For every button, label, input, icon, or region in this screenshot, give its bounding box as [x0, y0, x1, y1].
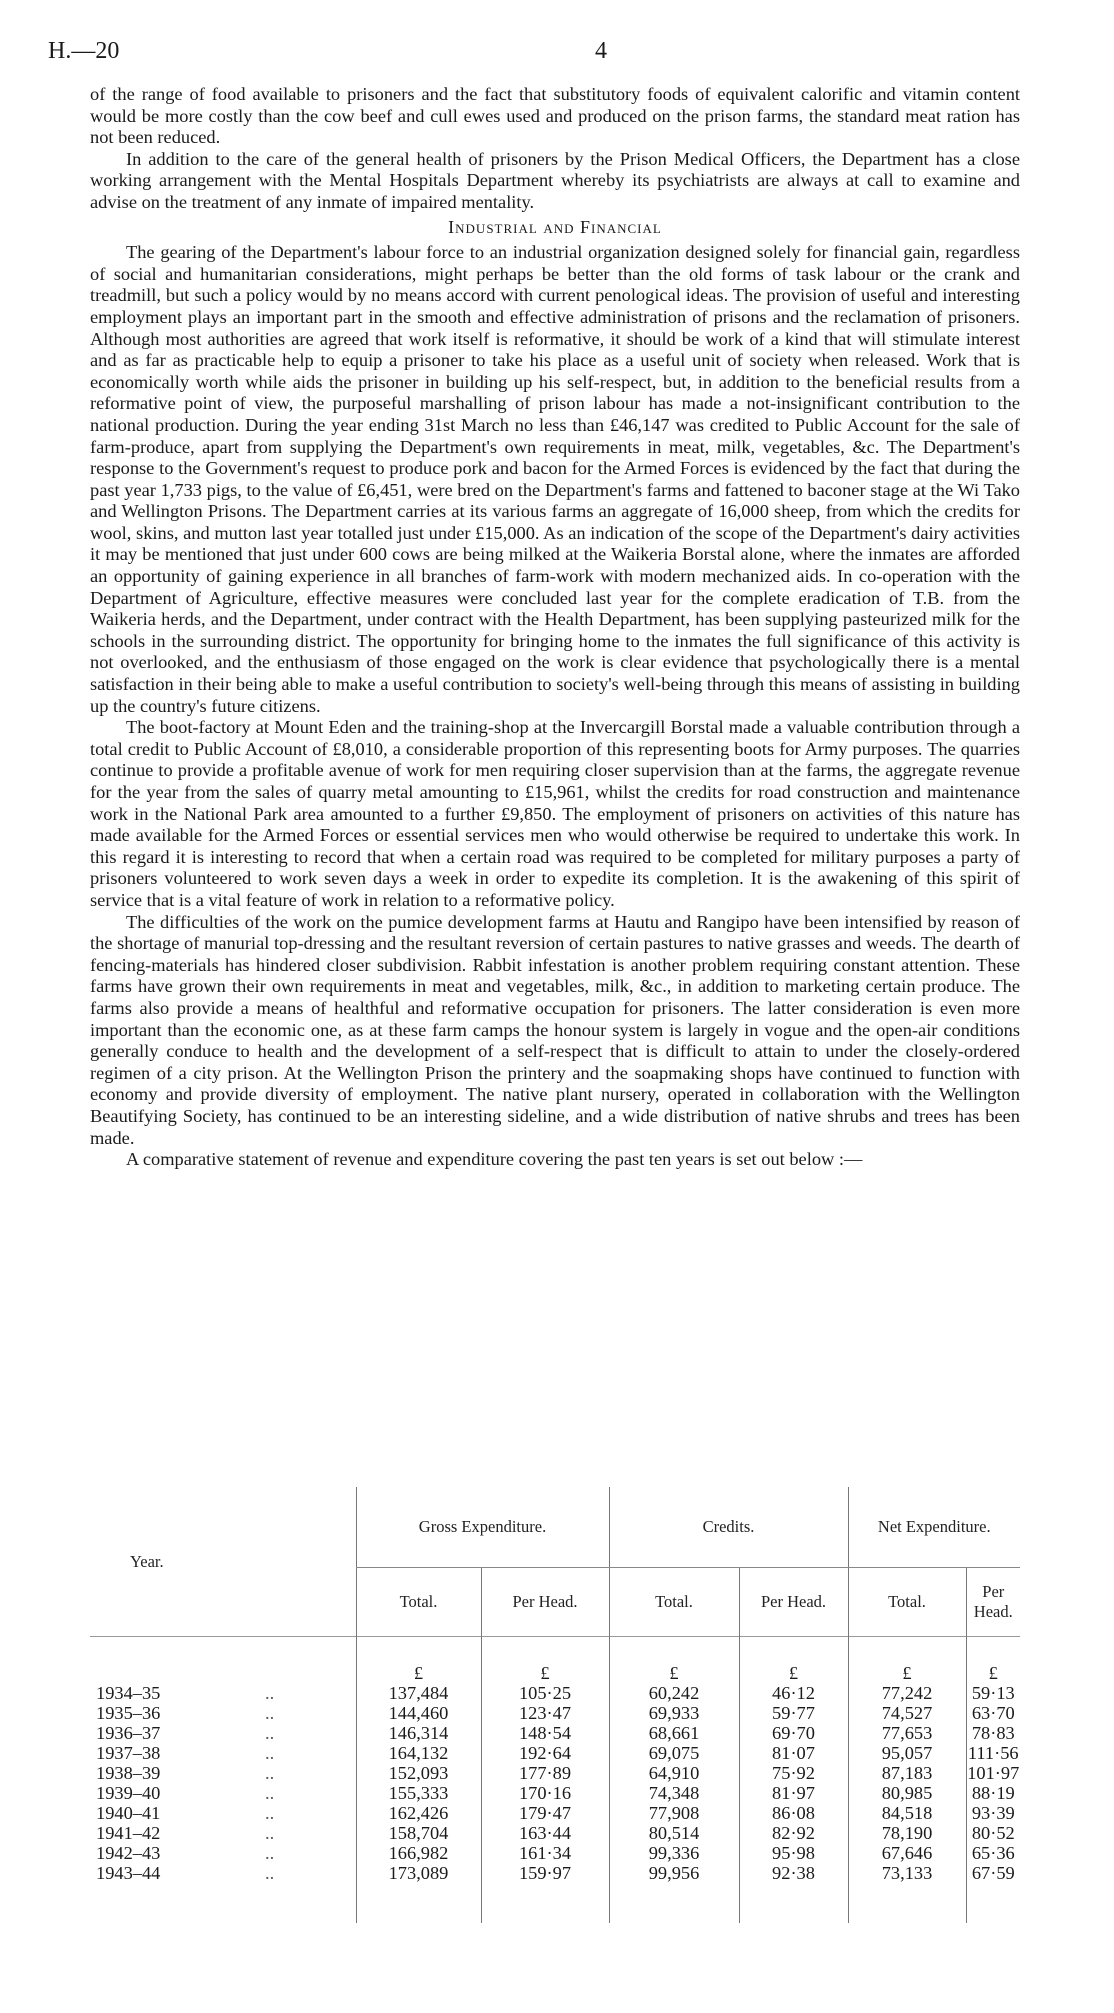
leader-dots: ..	[265, 1803, 275, 1823]
cell-net-per-head: 93·39	[966, 1803, 1020, 1823]
cell-credits-total: 64,910	[609, 1763, 739, 1783]
cell-gross-per-head: 170·16	[481, 1783, 609, 1803]
table-row	[90, 1683, 1020, 1703]
cell-credits-per-head: 81·07	[739, 1743, 848, 1763]
cell-gross-per-head: 179·47	[481, 1803, 609, 1823]
group-header-credits: Credits.	[609, 1487, 848, 1568]
cell-gross-total: 146,314	[356, 1723, 481, 1743]
cell-net-total: 87,183	[848, 1763, 966, 1783]
year-cell: 1940–41	[96, 1803, 161, 1823]
leader-dots: ..	[265, 1783, 275, 1803]
paragraph: The gearing of the Department's labour force to an industrial organization designed solely for financial gain, regardless of social and humanitarian considerations, might perhaps be better than the old forms of task labour or the crank and treadmill, but such a policy would by no means accord with current penological ideas. The provision of useful and interesting employment plays an important part in the smooth and effective administration of prisons and the reclamation of prisoners. Although most authorities are agreed that work itself is reformative, it should be work of a kind that will stimulate interest and as far as practicable help to equip a prisoner to take his place as a useful unit of society when released. Work that is economically worth while aids the prisoner in building up his self-respect, but, in addition to the beneficial results from a reformative point of view, the purposeful marshalling of prison labour has made a not-insignificant contribution to the national production. During the year ending 31st March no less than £46,147 was credited to Public Account for the sale of farm-produce, apart from supplying the Department's own requirements in meat, milk, vegetables, &c. The Department's response to the Government's request to produce pork and bacon for the Armed Forces is evidenced by the fact that during the past year 1,733 pigs, to the value of £6,451, were bred on the Department's farms and fattened to baconer stage at the Wi Tako and Wellington Prisons. The Department carries at its various farms an aggregate of 16,000 sheep, from which the credits for wool, skins, and mutton last year totalled just under £15,000. As an indication of the scope of the Department's dairy activities it may be mentioned that just under 600 cows are being milked at the Waikeria Borstal alone, where the inmates are afforded an opportunity of gaining experience in all branches of farm-work with modern mechanized aids. In co-operation with the Department of Agriculture, effective measures were concluded last year for the complete eradication of T.B. from the Waikeria herds, and the Department, under contract with the Health Department, has been supplying pasteurized milk for the schools in the surrounding district. The opportunity for bringing home to the inmates the full significance of this activity is not overlooked, and the enthusiasm of those engaged on the work is clear evidence that psychologically there is a mental satisfaction in their being able to make a useful contribution to society's well-being through this means of assisting in building up the country's future citizens.	[90, 242, 1020, 716]
table-row	[90, 1783, 1020, 1803]
subheader-credits-total: Total.	[609, 1568, 739, 1637]
cell-credits-total: 69,075	[609, 1743, 739, 1763]
cell-credits-total: 60,242	[609, 1683, 739, 1703]
paragraph: A comparative statement of revenue and expenditure covering the past ten years is set out below :—	[126, 1149, 863, 1170]
year-cell: 1934–35	[96, 1683, 161, 1703]
year-cell: 1938–39	[96, 1763, 161, 1783]
cell-credits-per-head: 81·97	[739, 1783, 848, 1803]
table-row	[90, 1843, 1020, 1863]
unit-cell: £	[609, 1637, 739, 1684]
cell-net-per-head: 67·59	[966, 1863, 1020, 1883]
group-header-gross-expenditure: Gross Expenditure.	[356, 1487, 609, 1568]
cell-credits-per-head: 86·08	[739, 1803, 848, 1823]
cell-gross-total: 152,093	[356, 1763, 481, 1783]
cell-gross-per-head: 105·25	[481, 1683, 609, 1703]
year-cell: 1941–42	[96, 1823, 161, 1843]
page-header	[48, 38, 1088, 72]
paragraph: In addition to the care of the general health of prisoners by the Prison Medical Officers, the Department has a close working arrangement with the Mental Hospitals Department whereby its psychiatrists are always at call to examine and advise on the treatment of any inmate of impaired mentality.	[90, 148, 1020, 212]
cell-net-per-head: 88·19	[966, 1783, 1020, 1803]
leader-dots: ..	[265, 1743, 275, 1763]
table-row	[90, 1703, 1020, 1723]
unit-cell: £	[966, 1637, 1020, 1684]
body-text	[90, 84, 1020, 1171]
paragraph: The difficulties of the work on the pumice development farms at Hautu and Rangipo have been intensified by reason of the shortage of manurial top-dressing and the resultant reversion of certain pastures to native grasses and weeds. The dearth of fencing-materials has hindered closer subdivision. Rabbit infestation is another problem requiring constant attention. These farms have grown their own requirements in meat and vegetables, milk, &c., in addition to marketing certain produce. The farms also provide a means of healthful and reformative occupation for prisoners. The latter consideration is even more important than the economic one, as at these farm camps the honour system is largely in vogue and the open-air conditions generally conduce to health and the development of a self-respect that is difficult to attain to under the closely-ordered regimen of a city prison. At the Wellington Prison the printery and the soapmaking shops have continued to function with economy and provide diversity of employment. The native plant nursery, operated in collaboration with the Wellington Beautifying Society, has continued to be an interesting sideline, and a wide distribution of native shrubs and trees has been made.	[90, 911, 1020, 1148]
year-cell: 1937–38	[96, 1743, 161, 1763]
cell-gross-per-head: 163·44	[481, 1823, 609, 1843]
document-reference: H.—20	[48, 38, 120, 64]
cell-net-per-head: 111·56	[967, 1743, 1019, 1763]
cell-net-total: 77,242	[848, 1683, 966, 1703]
table-row	[90, 1763, 1020, 1783]
cell-credits-total: 77,908	[609, 1803, 739, 1823]
cell-net-total: 67,646	[848, 1843, 966, 1863]
table-row	[90, 1723, 1020, 1743]
table-row	[90, 1823, 1020, 1843]
cell-net-per-head: 65·36	[966, 1843, 1020, 1863]
table-spacer-row	[90, 1883, 1020, 1923]
subheader-net-total: Total.	[848, 1568, 966, 1637]
subheader-gross-total: Total.	[356, 1568, 481, 1637]
cell-credits-total: 99,956	[609, 1863, 739, 1883]
cell-net-total: 84,518	[848, 1803, 966, 1823]
cell-gross-total: 155,333	[356, 1783, 481, 1803]
year-cell: 1936–37	[96, 1723, 161, 1743]
cell-net-per-head: 63·70	[966, 1703, 1020, 1723]
cell-gross-total: 173,089	[356, 1863, 481, 1883]
cell-credits-per-head: 92·38	[739, 1863, 848, 1883]
year-cell: 1942–43	[96, 1843, 161, 1863]
section-heading: Industrial and Financial	[448, 216, 662, 237]
cell-net-total: 80,985	[848, 1783, 966, 1803]
table-row	[90, 1743, 1020, 1763]
paragraph: of the range of food available to prisoners and the fact that substitutory foods of equivalent calorific and vitamin content would be more costly than the cow beef and cull ewes used and produced on the prison farms, the standard meat ration has not been reduced.	[90, 84, 1020, 148]
year-cell: 1943–44	[96, 1863, 161, 1883]
cell-gross-total: 158,704	[356, 1823, 481, 1843]
cell-credits-total: 69,933	[609, 1703, 739, 1723]
cell-credits-per-head: 75·92	[739, 1763, 848, 1783]
leader-dots: ..	[265, 1703, 275, 1723]
cell-credits-total: 99,336	[609, 1843, 739, 1863]
leader-dots: ..	[265, 1823, 275, 1843]
cell-net-per-head: 59·13	[966, 1683, 1020, 1703]
cell-credits-total: 74,348	[609, 1783, 739, 1803]
subheader-gross-per-head: Per Head.	[481, 1568, 609, 1637]
group-header-net-expenditure: Net Expenditure.	[848, 1487, 1020, 1568]
cell-net-total: 74,527	[848, 1703, 966, 1723]
cell-gross-total: 166,982	[356, 1843, 481, 1863]
cell-gross-total: 164,132	[356, 1743, 481, 1763]
subheader-credits-per-head: Per Head.	[739, 1568, 848, 1637]
cell-gross-total: 137,484	[356, 1683, 481, 1703]
cell-credits-per-head: 82·92	[739, 1823, 848, 1843]
table-row	[90, 1863, 1020, 1883]
cell-net-total: 77,653	[848, 1723, 966, 1743]
table-body	[90, 1637, 1020, 1924]
cell-net-per-head: 78·83	[966, 1723, 1020, 1743]
leader-dots: ..	[265, 1723, 275, 1743]
cell-net-total: 95,057	[848, 1743, 966, 1763]
cell-gross-total: 162,426	[356, 1803, 481, 1823]
table-row	[90, 1803, 1020, 1823]
cell-gross-per-head: 159·97	[481, 1863, 609, 1883]
cell-credits-per-head: 95·98	[739, 1843, 848, 1863]
unit-cell: £	[739, 1637, 848, 1684]
year-cell: 1935–36	[96, 1703, 161, 1723]
cell-gross-per-head: 123·47	[481, 1703, 609, 1723]
year-header: Year.	[130, 1551, 164, 1571]
leader-dots: ..	[265, 1843, 275, 1863]
unit-cell: £	[356, 1637, 481, 1684]
year-cell: 1939–40	[96, 1783, 161, 1803]
paragraph: The boot-factory at Mount Eden and the training-shop at the Invercargill Borstal made a valuable contribution through a total credit to Public Account of £8,010, a considerable proportion of this representing boots for Army purposes. The quarries continue to provide a profitable avenue of work for men requiring closer supervision than at the farms, the aggregate revenue for the year from the sales of quarry metal amounting to £15,961, whilst the credits for road construction and maintenance work in the National Park area amounted to a further £9,850. The employment of prisoners on activities of this nature has made available for the Armed Forces or essential services men who would otherwise be required to undertake this work. In this regard it is interesting to record that when a certain road was required to be completed for military purposes a party of prisoners volunteered to work seven days a week in order to expedite its completion. It is the awakening of this spirit of service that is a vital feature of work in relation to a reformative policy.	[90, 717, 1020, 910]
leader-dots: ..	[265, 1763, 275, 1783]
cell-credits-total: 68,661	[609, 1723, 739, 1743]
unit-row	[90, 1637, 1020, 1684]
cell-net-per-head: 101·97	[967, 1763, 1020, 1783]
unit-cell: £	[848, 1637, 966, 1684]
cell-net-total: 78,190	[848, 1823, 966, 1843]
subheader-net-per-head: Per Head.	[966, 1568, 1020, 1637]
cell-credits-total: 80,514	[609, 1823, 739, 1843]
revenue-expenditure-table	[90, 1487, 1020, 1923]
cell-gross-per-head: 161·34	[481, 1843, 609, 1863]
cell-credits-per-head: 46·12	[739, 1683, 848, 1703]
cell-gross-per-head: 148·54	[481, 1723, 609, 1743]
leader-dots: ..	[265, 1863, 275, 1883]
cell-gross-total: 144,460	[356, 1703, 481, 1723]
page-number: 4	[595, 38, 607, 64]
cell-credits-per-head: 69·70	[739, 1723, 848, 1743]
cell-gross-per-head: 177·89	[481, 1763, 609, 1783]
cell-credits-per-head: 59·77	[739, 1703, 848, 1723]
unit-cell: £	[481, 1637, 609, 1684]
cell-net-total: 73,133	[848, 1863, 966, 1883]
cell-net-per-head: 80·52	[966, 1823, 1020, 1843]
cell-gross-per-head: 192·64	[481, 1743, 609, 1763]
leader-dots: ..	[265, 1683, 275, 1703]
